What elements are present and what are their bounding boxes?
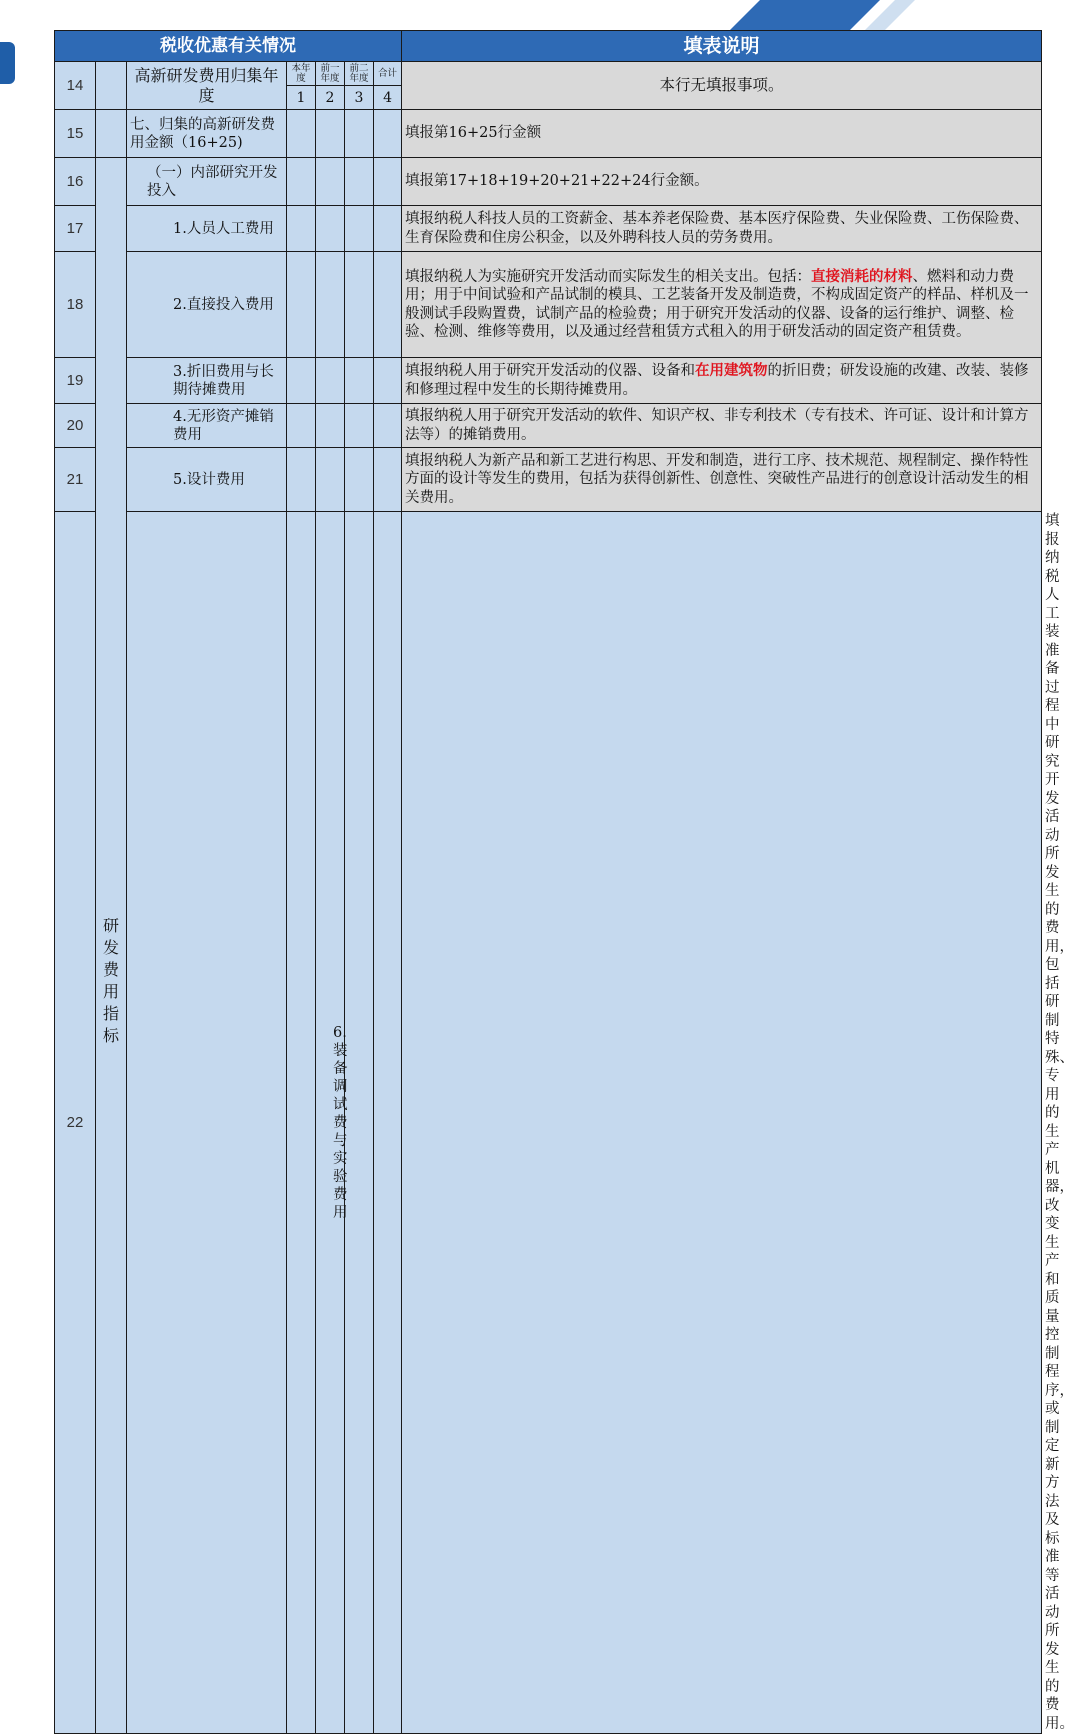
column-item-header: 高新研发费用归集年度 <box>127 62 287 110</box>
category-text: 研发费用指标 <box>103 915 120 1045</box>
row-description: 填报纳税人用于研究开发活动的软件、知识产权、非专利技术（专有技术、许可证、设计和计算方法等）的摊销费用。 <box>402 404 1042 448</box>
blank-cell <box>96 110 127 158</box>
value-cell <box>345 448 374 512</box>
value-cell <box>374 358 402 404</box>
row-item-label: 1.人员人工费用 <box>127 206 287 252</box>
tax-preference-table: 税收优惠有关情况 填表说明 14 高新研发费用归集年度 本年度 前一年度 前二年度 合计 本行无填报事项。 1 2 3 4 15 七、归集的高新研发费用金额（16+25) 填报第16+25行金额 16 研发费用指标 （一）内部研究开发投入 填报第17+18+19+20+21+22+24行金额。 17 1.人员人工费用 填报纳税人科技人员的工资薪金、基本养老保险费、基本医疗保险费、失业保险费、工伤保险费、生育保险费和住房公积金，以及外聘科技人员的劳务费用。 18 2.直接投入费用 填报纳税人为实施研究开发活动而实际发生的相关支出。包括：直接消耗的材料、燃料和动力费用；用于中间试验和产品试制的模具、工艺装备开发及制造费，不构成固定资产的样品、样机及一般测试手段购置费，试制产品的检验费；用于研究开发活动的仪器、设备的运行维护、调整、检验、检测、维修等费用，以及通过经营租赁方式租入的用于研发活动的固定资产租赁费。 19 3.折旧费用与长期待摊费用 填报纳税人用于研究开发活动的仪器、设备和在用建筑物的折旧费；研发设施的改建、改装、装修和修理过程中发生的长期待摊费用。 20 4.无形资产摊销费用 填报纳税人用于研究开发活动的软件、知识产权、非专利技术（专有技术、许可证、设计和计算方法等）的摊销费用。 21 5.设计费用 填报纳税人为新产品和新工艺进行构思、开发和制造，进行工序、技术规范、规程制定、操作特性方面的设计等发生的费用，包括为获得创新性、创意性、突破性产品进行的创意设计活动发生的相关费用。 22 6.装备调试费与实验费用 填报纳税人工装准备过程中研究开发活动所发生的费用，包括研制特殊、专用的生产机器，改变生产和质量控制程序，或制定新方法及标准等活动所发生的费用。 <box>54 30 1042 1734</box>
value-cell <box>287 358 316 404</box>
row-description: 填报第16+25行金额 <box>402 110 1042 158</box>
value-cell <box>374 110 402 158</box>
desc-text: 填报纳税人用于研究开发活动的仪器、设备和 <box>405 363 696 379</box>
desc-text: 填报纳税人为实施研究开发活动而实际发生的相关支出。包括： <box>405 268 812 285</box>
row-description: 填报纳税人科技人员的工资薪金、基本养老保险费、基本医疗保险费、失业保险费、工伤保险费、生育保险费和住房公积金，以及外聘科技人员的劳务费用。 <box>402 206 1042 252</box>
value-cell <box>287 252 316 358</box>
year-label: 前一年度 <box>316 62 345 86</box>
value-cell <box>345 110 374 158</box>
value-cell <box>345 404 374 448</box>
year-label: 前二年度 <box>345 62 374 86</box>
year-number: 1 <box>287 86 316 110</box>
row-description: 填报纳税人为新产品和新工艺进行构思、开发和制造，进行工序、技术规范、规程制定、操作特性方面的设计等发生的费用，包括为获得创新性、创意性、突破性产品进行的创意设计活动发生的相关费用。 <box>402 448 1042 512</box>
desc-text: 、燃料和动力费用；用于中间试验和产品试制的模具、工艺装备开发及制造费，不构成固定资产的样品、样机及一般测试手段购置费，试制产品的检验费；用于研究开发活动的仪器、设备的运行维护、调整、检验、检测、维修等费用，以及通过经营租赁方式租入的用于研发活动的固定资产租赁费。 <box>405 268 1029 340</box>
value-cell <box>316 158 345 206</box>
value-cell <box>402 512 1042 1734</box>
value-cell <box>287 448 316 512</box>
value-cell <box>316 358 345 404</box>
row-number: 22 <box>55 512 96 1734</box>
value-cell <box>374 404 402 448</box>
value-cell <box>287 158 316 206</box>
row-number: 16 <box>55 158 96 206</box>
value-cell <box>316 448 345 512</box>
row-item-label: 5.设计费用 <box>127 448 287 512</box>
row-description: 填报第17+18+19+20+21+22+24行金额。 <box>402 158 1042 206</box>
row-description: 本行无填报事项。 <box>402 62 1042 110</box>
value-cell <box>374 158 402 206</box>
value-cell <box>374 448 402 512</box>
highlight-text: 直接消耗的材料 <box>811 267 913 285</box>
row-description <box>402 252 1042 358</box>
side-tab-marker <box>0 42 15 84</box>
year-label: 本年度 <box>287 62 316 86</box>
value-cell <box>345 358 374 404</box>
section-title-right: 填表说明 <box>402 31 1042 62</box>
value-cell <box>287 110 316 158</box>
value-cell <box>345 252 374 358</box>
blank-cell <box>127 512 287 1734</box>
section-title-left: 税收优惠有关情况 <box>55 31 402 62</box>
value-cell <box>345 206 374 252</box>
row-item-label: 2.直接投入费用 <box>127 252 287 358</box>
row-number: 19 <box>55 358 96 404</box>
year-number: 4 <box>374 86 402 110</box>
row-item-label: （一）内部研究开发投入 <box>127 158 287 206</box>
row-item-label: 6.装备调试费与实验费用 <box>287 512 316 1734</box>
row-item-label: 4.无形资产摊销费用 <box>127 404 287 448</box>
row-number: 14 <box>55 62 96 110</box>
row-item-label: 七、归集的高新研发费用金额（16+25) <box>127 110 287 158</box>
row-number: 20 <box>55 404 96 448</box>
highlight-text: 在用建筑物 <box>695 362 768 379</box>
row-number: 21 <box>55 448 96 512</box>
value-cell <box>287 206 316 252</box>
blank-cell <box>96 62 127 110</box>
value-cell <box>287 404 316 448</box>
value-cell <box>316 404 345 448</box>
row-number: 15 <box>55 110 96 158</box>
year-number: 3 <box>345 86 374 110</box>
row-number: 18 <box>55 252 96 358</box>
row-item-label: 3.折旧费用与长期待摊费用 <box>127 358 287 404</box>
row-number: 17 <box>55 206 96 252</box>
value-cell <box>374 206 402 252</box>
desc-text: 的折旧费；研发设施的改建、改装、装修和修理过程中发生的长期待摊费用。 <box>405 363 1029 398</box>
value-cell <box>345 158 374 206</box>
value-cell <box>345 512 374 1734</box>
value-cell <box>374 252 402 358</box>
value-cell <box>374 512 402 1734</box>
category-label <box>96 158 127 1734</box>
year-label: 合计 <box>374 62 402 86</box>
row-description <box>402 358 1042 404</box>
year-number: 2 <box>316 86 345 110</box>
value-cell <box>316 252 345 358</box>
value-cell <box>316 206 345 252</box>
value-cell <box>316 110 345 158</box>
